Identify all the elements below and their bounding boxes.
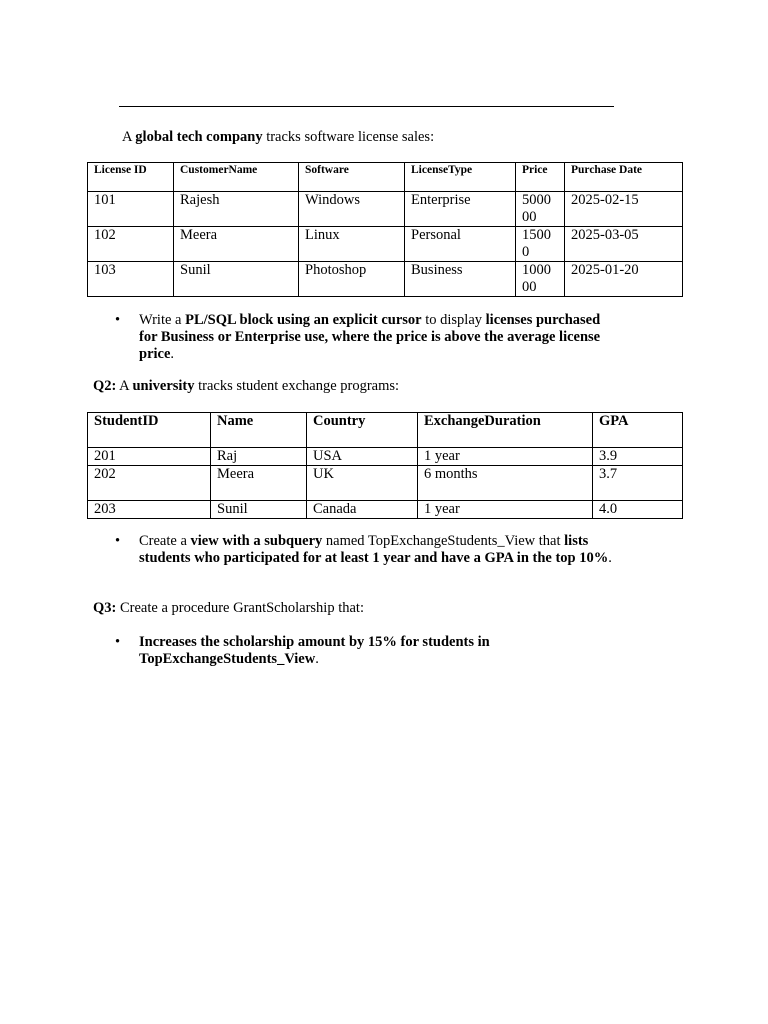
table-cell: 202 — [88, 466, 211, 501]
table-cell: Sunil — [211, 501, 307, 519]
table-cell: UK — [307, 466, 418, 501]
table-row — [88, 448, 683, 466]
table-row — [88, 466, 683, 501]
table-cell: 1 year — [418, 501, 593, 519]
column-header: License ID — [88, 163, 174, 192]
table-cell: 100000 — [516, 262, 565, 297]
table-cell: Meera — [174, 227, 299, 262]
table-cell: 102 — [88, 227, 174, 262]
table-cell: Linux — [299, 227, 405, 262]
table-cell: 103 — [88, 262, 174, 297]
column-header: ExchangeDuration — [418, 413, 593, 448]
table-cell: 6 months — [418, 466, 593, 501]
table-cell: 3.9 — [593, 448, 683, 466]
table-cell: 4.0 — [593, 501, 683, 519]
column-header: Country — [307, 413, 418, 448]
column-header: Software — [299, 163, 405, 192]
table-cell: Business — [405, 262, 516, 297]
table-row — [88, 262, 683, 297]
column-header: GPA — [593, 413, 683, 448]
table-cell: 2025-02-15 — [565, 192, 683, 227]
table-cell: 2025-01-20 — [565, 262, 683, 297]
table-header-row — [88, 163, 683, 192]
table-cell: Rajesh — [174, 192, 299, 227]
table-cell: 201 — [88, 448, 211, 466]
table-cell: 101 — [88, 192, 174, 227]
column-header: Purchase Date — [565, 163, 683, 192]
table-cell: 2025-03-05 — [565, 227, 683, 262]
table-cell: USA — [307, 448, 418, 466]
bullet-item-view: • Create a view with a subquery named TopExchangeStudents_View that lists students who participated for at least 1 year and have a GPA in the top 10%. — [115, 533, 612, 566]
column-header: Price — [516, 163, 565, 192]
license-sales-table — [87, 162, 683, 297]
bullet-item-plsql: • Write a PL/SQL block using an explicit cursor to display licenses purchased for Business or Enterprise use, where the price is above the average license price. — [115, 312, 601, 362]
bullet-dot-icon: • — [115, 634, 121, 650]
column-header: StudentID — [88, 413, 211, 448]
table-cell: 1 year — [418, 448, 593, 466]
column-header: LicenseType — [405, 163, 516, 192]
table-header-row — [88, 413, 683, 448]
table-row — [88, 192, 683, 227]
student-exchange-table — [87, 412, 683, 519]
column-header: CustomerName — [174, 163, 299, 192]
table-row — [88, 501, 683, 519]
q3-paragraph: Q3: Create a procedure GrantScholarship that: — [93, 600, 364, 616]
table-cell: Photoshop — [299, 262, 405, 297]
horizontal-rule — [119, 106, 614, 107]
q2-paragraph: Q2: A university tracks student exchange programs: — [93, 378, 400, 394]
intro-paragraph: A global tech company tracks software license sales: — [122, 129, 435, 145]
column-header: Name — [211, 413, 307, 448]
table-cell: Windows — [299, 192, 405, 227]
table-cell: Personal — [405, 227, 516, 262]
table-cell: 3.7 — [593, 466, 683, 501]
bullet-item-procedure: • Increases the scholarship amount by 15% for students in TopExchangeStudents_View. — [115, 634, 490, 667]
table-cell: Raj — [211, 448, 307, 466]
bullet-dot-icon: • — [115, 533, 121, 549]
bullet-dot-icon: • — [115, 312, 121, 328]
table-cell: 203 — [88, 501, 211, 519]
table-cell: Sunil — [174, 262, 299, 297]
table-cell: Enterprise — [405, 192, 516, 227]
table-row — [88, 227, 683, 262]
table-cell: Meera — [211, 466, 307, 501]
table-cell: 500000 — [516, 192, 565, 227]
table-cell: Canada — [307, 501, 418, 519]
table-cell: 15000 — [516, 227, 565, 262]
